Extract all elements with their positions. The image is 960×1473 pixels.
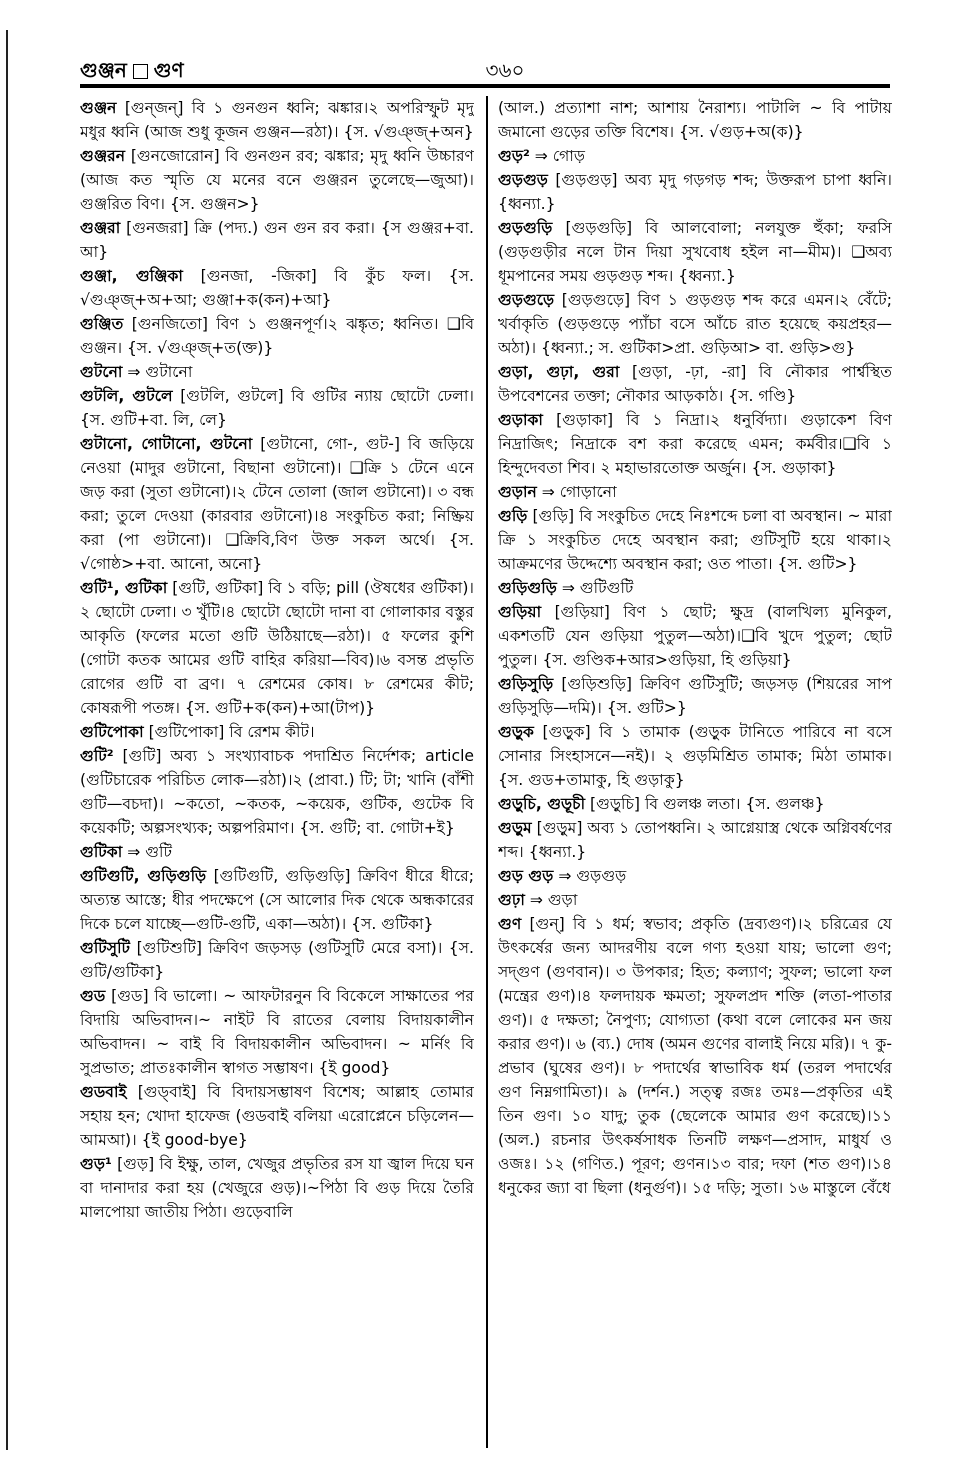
page-header (80, 56, 890, 88)
entry-headword: গুড়িয়া (498, 603, 542, 621)
entry-definition: [গুড়া, -ঢ়া, -রা] বি নৌকার পার্শ্বস্থিত উপবেশনের তক্তা; নৌকার আড়কাঠ। {স. গণ্ডি} (498, 363, 892, 405)
dictionary-entry (80, 840, 474, 864)
dictionary-entry (498, 168, 892, 216)
dictionary-entry (80, 576, 474, 720)
entry-headword: গুঢ়া (498, 891, 525, 909)
dictionary-entry (498, 888, 892, 912)
header-rule (80, 84, 890, 88)
dictionary-entry (80, 864, 474, 936)
dictionary-entry (80, 984, 474, 1080)
entry-headword: গুড়² (498, 147, 530, 165)
entry-headword: গুটনো (80, 363, 123, 381)
dictionary-entry (498, 672, 892, 720)
entry-definition: [গুড়ি] বি সংকুচিত দেহে নিঃশব্দে চলা বা অবস্থান। ~ মারা ক্রি ১ সংকুচিত দেহে অবস্থান করা; গুটিসুটি হয়ে থাকা।২ আক্রমণের উদ্দেশ্যে অবস্থান করা; ওত পাতা। {স. গুটি>} (498, 507, 892, 573)
entry-definition: [গুটি, গুটিকা] বি ১ বড়ি; pill (ঔষধের গুটিকা)।২ ছোটো ঢেলা। ৩ খুঁটি।৪ ছোটো ছোটো দানা বা গোলাকার বস্তুর আকৃতি (ফলের মতো গুটি উঠিয়াছে—রঠা)। ৫ ফলের কুশি (গোটা কতক আমের গুটি বাহির করিয়া—বিব)।৬ বসন্ত প্রভৃতি রোগের গুটি বা ব্রণ। ৭ রেশমের কোষ। ৮ রেশমের কীট; কোষরূপী পতঙ্গ। {স. গুটি+ক(কন)+আ(টাপ)} (80, 579, 474, 717)
dictionary-entry (498, 600, 892, 672)
entry-definition: [গুনজোরোন] বি গুনগুন রব; ঝঙ্কার; মৃদু ধ্বনি উচ্চারণ (আজ কত স্মৃতি যে মনের বনে গুঞ্জরন তুলেছে—জুআ)। গুঞ্জরিত বিণ। {স. গুঞ্জন>} (80, 147, 474, 213)
entry-headword: গুড়ি (498, 507, 528, 525)
column-divider (486, 96, 488, 1448)
entry-headword: গুড় গুড় (498, 867, 554, 885)
dictionary-entry (498, 360, 892, 408)
first-guide-word: গুঞ্জন (80, 58, 127, 82)
entry-headword: গুড়ুক (498, 723, 534, 741)
dictionary-entry (80, 96, 474, 144)
entry-headword: গুড়গুড়ি (498, 219, 553, 237)
entry-headword: গুঞ্জা, গুঞ্জিকা (80, 267, 183, 285)
dictionary-entry (498, 144, 892, 168)
entry-definition: [গুটলি, গুটলে] বি গুটির ন্যায় ছোটো ঢেলা। {স. গুটি+বা. লি, লে} (80, 387, 474, 429)
entry-definition: ⇒ গুড়া (529, 891, 578, 909)
separator-box-icon (133, 64, 148, 79)
entry-definition: [গুড়িয়া] বিণ ১ ছোট; ক্ষুদ্র (বালখিল্য মুনিকুল, একশতটি যেন গুড়িয়া পুতুল—অঠা)।❑বি খুদে পুতুল; ছোট পুতুল। {স. গুণ্ডিক+আর>গুড়িয়া, হি গুড়িয়া} (498, 603, 892, 669)
entry-definition: ⇒ গুটিগুটি (561, 579, 634, 597)
entry-headword: গুটিপোকা (80, 723, 144, 741)
entry-headword: গুড়াকা (498, 411, 543, 429)
dictionary-entry (498, 216, 892, 288)
entry-definition: [গুড়ুচি] বি গুলঞ্চ লতা। {স. গুলঞ্চ} (590, 795, 825, 813)
entry-headword: গুটানো, গোটানো, গুটনো (80, 435, 253, 453)
dictionary-entry (80, 1152, 474, 1224)
dictionary-entry (80, 264, 474, 312)
entry-headword: গুড়া, গুঢ়া, গুরা (498, 363, 620, 381)
entry-definition: [গুটিপোকা] বি রেশম কীট। (148, 723, 315, 741)
page-number: ৩৬০ (485, 58, 525, 82)
entry-definition: [গুন্‌জন্‌] বি ১ গুনগুন ধ্বনি; ঝঙ্কার।২ অপরিস্ফুট মৃদু মধুর ধ্বনি (আজ শুধু কূজন গুঞ্জন—রঠা)। {স. √গুঞ্জ্‌+অন} (80, 99, 474, 141)
dictionary-entry (498, 576, 892, 600)
entry-definition: [গুটানো, গো-, গুট-] বি জড়িয়ে নেওয়া (মাদুর গুটানো, বিছানা গুটানো)। ❑ক্রি ১ টেনে এনে জড় করা (সুতা গুটানো)।২ টেনে তোলা (জাল গুটানো)। ৩ বন্ধ করা; তুলে দেওয়া (কারবার গুটানো)।৪ সংকুচিত করা; নিষ্ক্রিয় করা (পা গুটানো)। ❑ক্রিবি,বিণ উক্ত সকল অর্থে। {স. √গোষ্ঠ>+বা. আনো, অনো} (80, 435, 474, 573)
dictionary-entry (498, 792, 892, 816)
entry-definition: [গুড়ুক] বি ১ তামাক (গুড়ুক টানিতে পারিবে না বসে সোনার সিংহাসনে—নই)। ২ গুড়মিশ্রিত তামাক; মিঠা তামাক। {স. গুড+তামাকু, হি গুড়াকু} (498, 723, 892, 789)
entry-headword: গুঞ্জরা (80, 219, 121, 237)
dictionary-entry (498, 816, 892, 864)
entry-headword: গুঞ্জরন (80, 147, 126, 165)
entry-definition: [গুড়] বি ইক্ষু, তাল, খেজুর প্রভৃতির রস যা জ্বাল দিয়ে ঘন বা দানাদার করা হয় (খেজুরে গুড়)।~পিঠা বি গুড় দিয়ে তৈরি মালপোয়া জাতীয় পিঠা। গুড়েবালি (80, 1155, 474, 1221)
dictionary-entry (80, 312, 474, 360)
entry-definition: [গুনজিতো] বিণ ১ গুঞ্জনপূর্ণ।২ ঝঙ্কৃত; ধ্বনিত। ❑বি গুঞ্জন। {স. √গুঞ্জ্‌+ত(ক্ত)} (80, 315, 474, 357)
entry-definition: [গুড়গুড়] অব্য মৃদু গড়গড় শব্দ; উক্তরূপ চাপা ধ্বনি। {ধ্বন্যা.} (498, 171, 892, 213)
entry-definition: [গুড] বি ভালো। ~ আফটারনুন বি বিকেলে সাক্ষাতের পর বিদায়ি অভিবাদন।~ নাইট বি রাতের বেলায় বিদায়কালীন অভিবাদন। ~ বাই বি বিদায়কালীন অভিবাদন। ~ মর্নিং বি সুপ্রভাত; প্রাতঃকালীন স্বাগত সম্ভাষণ। {ই good} (80, 987, 474, 1077)
dictionary-entry (498, 96, 892, 144)
entry-definition: [গুড়গুড়ে] বিণ ১ গুড়গুড় শব্দ করে এমন।২ বেঁটে; খর্বাকৃতি (গুড়গুড়ে প্যাঁচা বসে আঁচে রাত হয়েছে কয়প্রহর—অঠা)। {ধ্বন্যা.; স. গুটিকা>প্রা. গুড়িআ> বা. গুড়ি>গু} (498, 291, 892, 357)
entry-definition: [গুড়ুম] অব্য ১ তোপধ্বনি। ২ আগ্নেয়াস্ত্র থেকে অগ্নিবর্ষণের শব্দ। {ধ্বন্যা.} (498, 819, 892, 861)
entry-definition: [গুটিশুটি] ক্রিবিণ জড়সড় (গুটিসুটি মেরে বসা)। {স. গুটি/গুটিকা} (80, 939, 474, 981)
entry-headword: গুড়গুড়ে (498, 291, 555, 309)
dictionary-entry (498, 864, 892, 888)
left-column (80, 96, 474, 1456)
entry-headword: গুটি¹, গুটিকা (80, 579, 168, 597)
entry-headword: গুড়গুড় (498, 171, 548, 189)
entry-headword: গুটিগুটি, গুড়িগুড়ি (80, 867, 207, 885)
dictionary-entry (498, 504, 892, 576)
entry-headword: গুড়িগুড়ি (498, 579, 557, 597)
dictionary-entry (80, 144, 474, 216)
dictionary-entry (80, 432, 474, 576)
entry-definition: ⇒ গুড়গুড় (558, 867, 627, 885)
entry-headword: গুড়ুচি, গুড়ূচী (498, 795, 586, 813)
entry-definition: ⇒ গুটানো (127, 363, 193, 381)
entry-headword: গুঞ্জিত (80, 315, 124, 333)
entry-definition: [গুটি] অব্য ১ সংখ্যাবাচক পদাশ্রিত নির্দেশক; article (গুটিচারেক পরিচিত লোক—রঠা)।২ (প্রাবা.) টি; টা; খানি (বাঁশী গুটি—বচদা)। ~কতো, ~কতক, ~কয়েক, গুটিক, গুটেক বি কয়েকটি; অল্পসংখ্যক; অল্পপরিমাণ। {স. গুটি; বা. গোটা+ই} (80, 747, 474, 837)
entry-headword: গুড়¹ (80, 1155, 112, 1173)
entry-headword: গুটলি, গুটলে (80, 387, 173, 405)
dictionary-entry (80, 216, 474, 264)
entry-headword: গুড়িসুড়ি (498, 675, 554, 693)
entry-headword: গুটিকা (80, 843, 123, 861)
dictionary-entry (498, 912, 892, 1200)
dictionary-entry (80, 360, 474, 384)
dictionary-entry (80, 720, 474, 744)
entry-definition: [গুন্‌] বি ১ ধর্ম; স্বভাব; প্রকৃতি (দ্রব্যগুণ)।২ চরিত্রের যে উৎকর্ষের জন্য আদরণীয় বলে গণ্য হওয়া যায়; ভালো গুণ; সদ্গুণ (গুণবান)। ৩ উপকার; হিত; কল্যাণ; সুফল; ভালো ফল (মন্ত্রের গুণ)।৪ ফলদায়ক ক্ষমতা; সুফলপ্রদ শক্তি (লতা-পাতার গুণ)। ৫ দক্ষতা; নৈপুণ্য; যোগ্যতা (কথা বলে লোকের মন জয় করার গুণ)। ৬ (ব্য.) দোষ (অমন গুণের বালাই নিয়ে মরি)। ৭ কু-প্রভাব (ঘুষের গুণ)। ৮ পদার্থের স্বাভাবিক ধর্ম (তরল পদার্থের গুণ নিম্নগামিতা)। ৯ (দর্শন.) সত্ত্ব রজঃ তমঃ—প্রকৃতির এই তিন গুণ। ১০ যাদু; তুক (ছেলেকে আমার গুণ করেছে)।১১ (অল.) রচনার উৎকর্ষসাধক তিনটি লক্ষণ—প্রসাদ, মাধুর্য ও ওজঃ। ১২ (গণিত.) পূরণ; গুণন।১৩ বার; দফা (শত গুণ)।১৪ ধনুকের জ্যা বা ছিলা (ধনুর্গুণ)। ১৫ দড়ি; সুতা। ১৬ মাস্তুলে বেঁধে (498, 915, 892, 1197)
dictionary-entry (498, 408, 892, 480)
entry-definition: [গুনজা, -জিকা] বি কুঁচ ফল। {স. √গুঞ্জ্‌+অ+আ; গুঞ্জা+ক(কন)+আ} (80, 267, 474, 309)
entry-definition: [গুনজরা] ক্রি (পদ্য.) গুন গুন রব করা। {স গুঞ্জর+বা. আ} (80, 219, 474, 261)
dictionary-entry (498, 480, 892, 504)
page-edge-line (6, 30, 8, 1450)
entry-definition: (আল.) প্রত্যাশা নাশ; আশায় নৈরাশ্য। পাটালি ~ বি পাটায় জমানো গুড়ের তক্তি বিশেষ। {স. √গুড়+অ(ক)} (498, 99, 892, 141)
entry-headword: গুটি² (80, 747, 114, 765)
dictionary-entry (80, 1080, 474, 1152)
entry-headword: গুটিসুটি (80, 939, 131, 957)
entry-definition: [গুড্‌বাই] বি বিদায়সম্ভাষণ বিশেষ; আল্লাহ তোমার সহায় হন; খোদা হাফেজ (গুডবাই বলিয়া এরোপ্লেনে চড়িলেন—আমআ)। {ই good-bye} (80, 1083, 474, 1149)
entry-headword: গুঞ্জন (80, 99, 117, 117)
entry-definition: ⇒ গুটি (127, 843, 172, 861)
entry-definition: [গুড়িশুড়ি] ক্রিবিণ গুটিসুটি; জড়সড় (শিয়রের সাপ গুড়িসুড়ি—দমি)। {স. গুটি>} (498, 675, 892, 717)
entry-definition: ⇒ গোড়ানো (541, 483, 617, 501)
entry-headword: গুড়ান (498, 483, 537, 501)
dictionary-entry (498, 288, 892, 360)
entry-definition: ⇒ গোড় (534, 147, 585, 165)
entry-definition: [গুড়গুড়ি] বি আলবোলা; নলযুক্ত হুঁকা; ফরসি (গুড়গুড়ীর নলে টান দিয়া সুখবোধ হইল না—মীম)। ❑অব্য ধূমপানের সময় গুড়গুড় শব্দ। {ধ্বন্যা.} (498, 219, 892, 285)
entry-headword: গুড (80, 987, 106, 1005)
last-guide-word: গুণ (153, 58, 184, 82)
entry-headword: গুড়ুম (498, 819, 532, 837)
dictionary-entry (80, 936, 474, 984)
entry-definition: [গুটিগুটি, গুড়িগুড়ি] ক্রিবিণ ধীরে ধীরে; অত্যন্ত আস্তে; ধীর পদক্ষেপে (সে আলোর দিক থেকে অন্ধকারের দিকে চলে যাচ্ছে—গুটি-গুটি, একা—অঠা)। {স. গুটিকা} (80, 867, 474, 933)
dictionary-entry (80, 744, 474, 840)
dictionary-entry (80, 384, 474, 432)
entry-headword: গুডবাই (80, 1083, 127, 1101)
dictionary-entry (498, 720, 892, 792)
entry-definition: [গুড়াকা] বি ১ নিদ্রা।২ ধনুর্বিদ্যা। গুড়াকেশ বিণ নিদ্রাজিৎ; নিদ্রাকে বশ করা করেছে এমন; কর্মবীর।❑বি ১ হিন্দুদেবতা শিব। ২ মহাভারতোক্ত অর্জুন। {স. গুড়াকা} (498, 411, 892, 477)
entry-headword: গুণ (498, 915, 522, 933)
right-column (498, 96, 892, 1456)
